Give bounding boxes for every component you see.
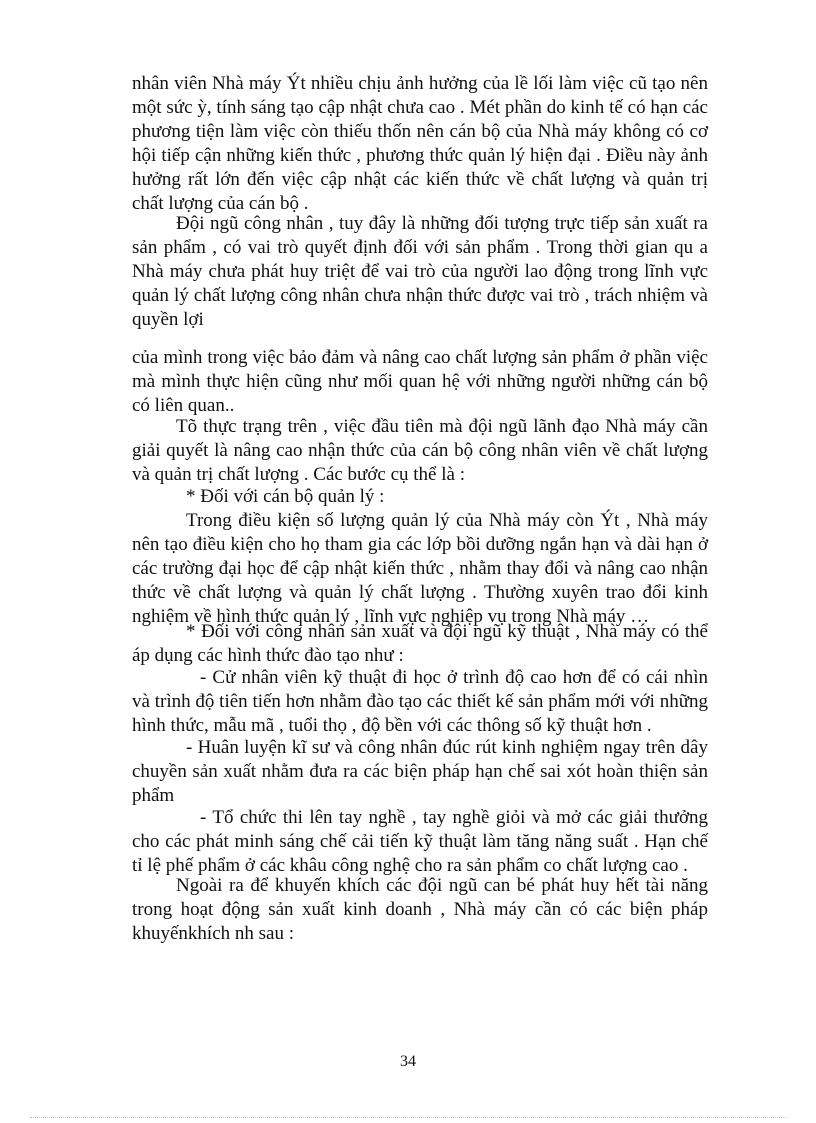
heading-managers: * Đối với cán bộ quản lý : bbox=[186, 486, 385, 507]
paragraph-workers-technicians: * Đối với công nhân sản xuất và đội ngũ kỹ thuật , Nhà máy có thể áp dụng các hình thức đào tạo như : bbox=[132, 621, 708, 666]
page-number: 34 bbox=[400, 1053, 416, 1070]
paragraph-incentives: Ngoài ra để khuyến khích các đội ngũ can bé phát huy hết tài năng trong hoạt động sản xuất kinh doanh , Nhà máy cần có các biện pháp khuyếnkhích nh sau : bbox=[132, 875, 708, 944]
paragraph-manager-training: Trong điều kiện số lượng quản lý của Nhà máy còn Ýt , Nhà máy nên tạo điều kiện cho họ tham gia các lớp bồi dưỡng ngắn hạn và dài hạn ở các trường đại học để cập nhật kiến thức , nhằm thay đổi và nâng cao nhận thức về chất lượng và quản lý chất lượng . Thường xuyên trao đổi kinh nghiệm về hình thức quản lý , lĩnh vực nghiệp vụ trong Nhà máy … bbox=[132, 510, 708, 627]
paragraph-workforce: Đội ngũ công nhân , tuy đây là những đối tượng trực tiếp sản xuất ra sản phẩm , có vai trò quyết định đối với sản phẩm . Trong thời gian qu a Nhà máy chưa phát huy triệt để vai trò của người lao động trong lĩnh vực quản lý chất lượng công nhân chưa nhận thức được vai trò , trách nhiệm và quyền lợi bbox=[132, 213, 708, 330]
paragraph-responsibility: của mình trong việc bảo đảm và nâng cao chất lượng sản phẩm ở phần việc mà mình thực hiện cũng như mối quan hệ với những người những cán bộ có liên quan.. bbox=[132, 347, 708, 416]
footer-divider bbox=[30, 1117, 786, 1118]
paragraph-raise-awareness: Tõ thực trạng trên , việc đầu tiên mà đội ngũ lãnh đạo Nhà máy cần giải quyết là nâng cao nhận thức của cán bộ công nhân viên về chất lượng và quản trị chất lượng . Các bước cụ thể là : bbox=[132, 416, 708, 485]
bullet-train-engineers: - Huân luyện kĩ sư và công nhân đúc rút kinh nghiệm ngay trên dây chuyền sản xuất nhằm đưa ra các biện pháp hạn chế sai xót hoàn thiện sản phẩm bbox=[132, 737, 708, 806]
bullet-send-to-study: - Cử nhân viên kỹ thuật đi học ở trình độ cao hơn để có cái nhìn và trình độ tiên tiến hơn nhằm đào tạo các thiết kế sản phẩm mới với những hình thức, mẫu mã , tuổi thọ , độ bền với các thông số kỹ thuật hơn . bbox=[132, 667, 708, 736]
bullet-skill-contests: - Tổ chức thi lên tay nghề , tay nghề giỏi và mở các giải thưởng cho các phát minh sáng chế cải tiến kỹ thuật làm tăng năng suất . Hạn chế tỉ lệ phế phẩm ở các khâu công nghệ cho ra sản phẩm co chất lượng cao . bbox=[132, 807, 708, 876]
paragraph-staff-habits: nhân viên Nhà máy Ýt nhiều chịu ảnh hưởng của lề lối làm việc cũ tạo nên một sức ỳ, tính sáng tạo cập nhật chưa cao . Mét phần do kinh tế có hạn các phương tiện làm việc còn thiếu thốn nên cán bộ của Nhà máy không có cơ hội tiếp cận những kiến thức , phương thức quản lý hiện đại . Điều này ảnh hưởng rất lớn đến việc cập nhật các kiến thức về chất lượng và quản trị chất lượng của cán bộ . bbox=[132, 73, 708, 214]
